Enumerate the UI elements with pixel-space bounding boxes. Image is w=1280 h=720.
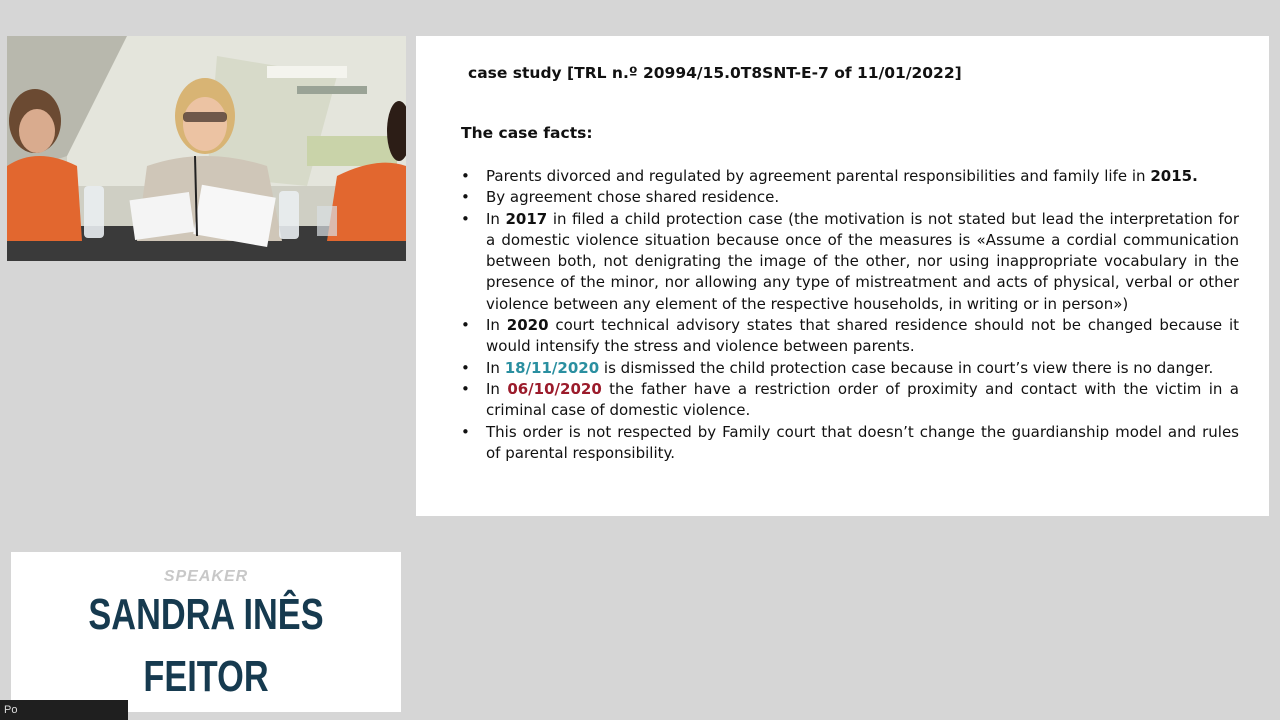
bullet-icon: • [461,188,470,207]
case-study-title: case study [TRL n.º 20994/15.0T8SNT-E-7 of 11/01/2022] [468,64,962,82]
speaker-label: SPEAKER [163,568,249,585]
speaker-name-card [11,552,401,712]
fact-text: 2020 [506,316,549,335]
fact-text: In [486,209,506,228]
speaker-video-feed[interactable] [7,36,406,261]
case-fact-item [461,187,1239,208]
presentation-slide [416,36,1269,516]
speaker-name-line-1: SANDRA INÊS [88,590,324,639]
fact-text: By agreement chose shared residence. [486,188,780,207]
fact-text: is dismissed the child protection case because in court’s view there is no danger. [599,358,1214,377]
case-fact-item [461,422,1239,465]
participant-name-tag: Po [0,700,128,720]
highlighted-date: 06/10/2020 [507,379,602,398]
case-facts-list [461,166,1239,464]
fact-text: in filed a child protection case (the motivation is not stated but lead the interpretation for a domestic violence situation because once of the measures is «Assume a cordial communication between both, not denigrating the image of the other, nor using inappropriate vocabulary in the presence of the minor, nor allowing any type of mistreatment and acts of physical, verbal or other violence between any element of the respective households, in writing or in person») [486,209,1239,313]
bullet-icon: • [461,379,470,398]
bullet-icon: • [461,209,470,228]
case-fact-item [461,358,1239,379]
fact-text: This order is not respected by Family court that doesn’t change the guardianship model and rules of parental responsibility. [486,422,1239,462]
case-fact-item [461,209,1239,315]
bullet-icon: • [461,358,470,377]
video-frame-image [7,36,406,261]
fact-text: In [486,379,508,398]
fact-text: the father have a restriction order of proximity and contact with the victim in a criminal case of domestic violence. [486,379,1239,420]
fact-text: 2017 [505,209,548,228]
case-fact-item [461,315,1239,358]
fact-text: 2015. [1150,167,1198,185]
case-fact-item [461,166,1239,187]
fact-text: In [486,358,505,377]
highlighted-date: 18/11/2020 [504,358,600,377]
fact-text: In [486,316,507,335]
bullet-icon: • [461,167,470,185]
case-fact-item [461,379,1239,422]
speaker-name-line-2: FEITOR [143,652,269,701]
fact-text: Parents divorced and regulated by agreement parental responsibilities and family life in [486,167,1151,185]
case-facts-heading: The case facts: [461,124,593,142]
fact-text: court technical advisory states that shared residence should not be changed because it would intensify the stress and violence between parents. [486,316,1239,356]
bullet-icon: • [461,316,470,335]
bullet-icon: • [461,422,470,441]
